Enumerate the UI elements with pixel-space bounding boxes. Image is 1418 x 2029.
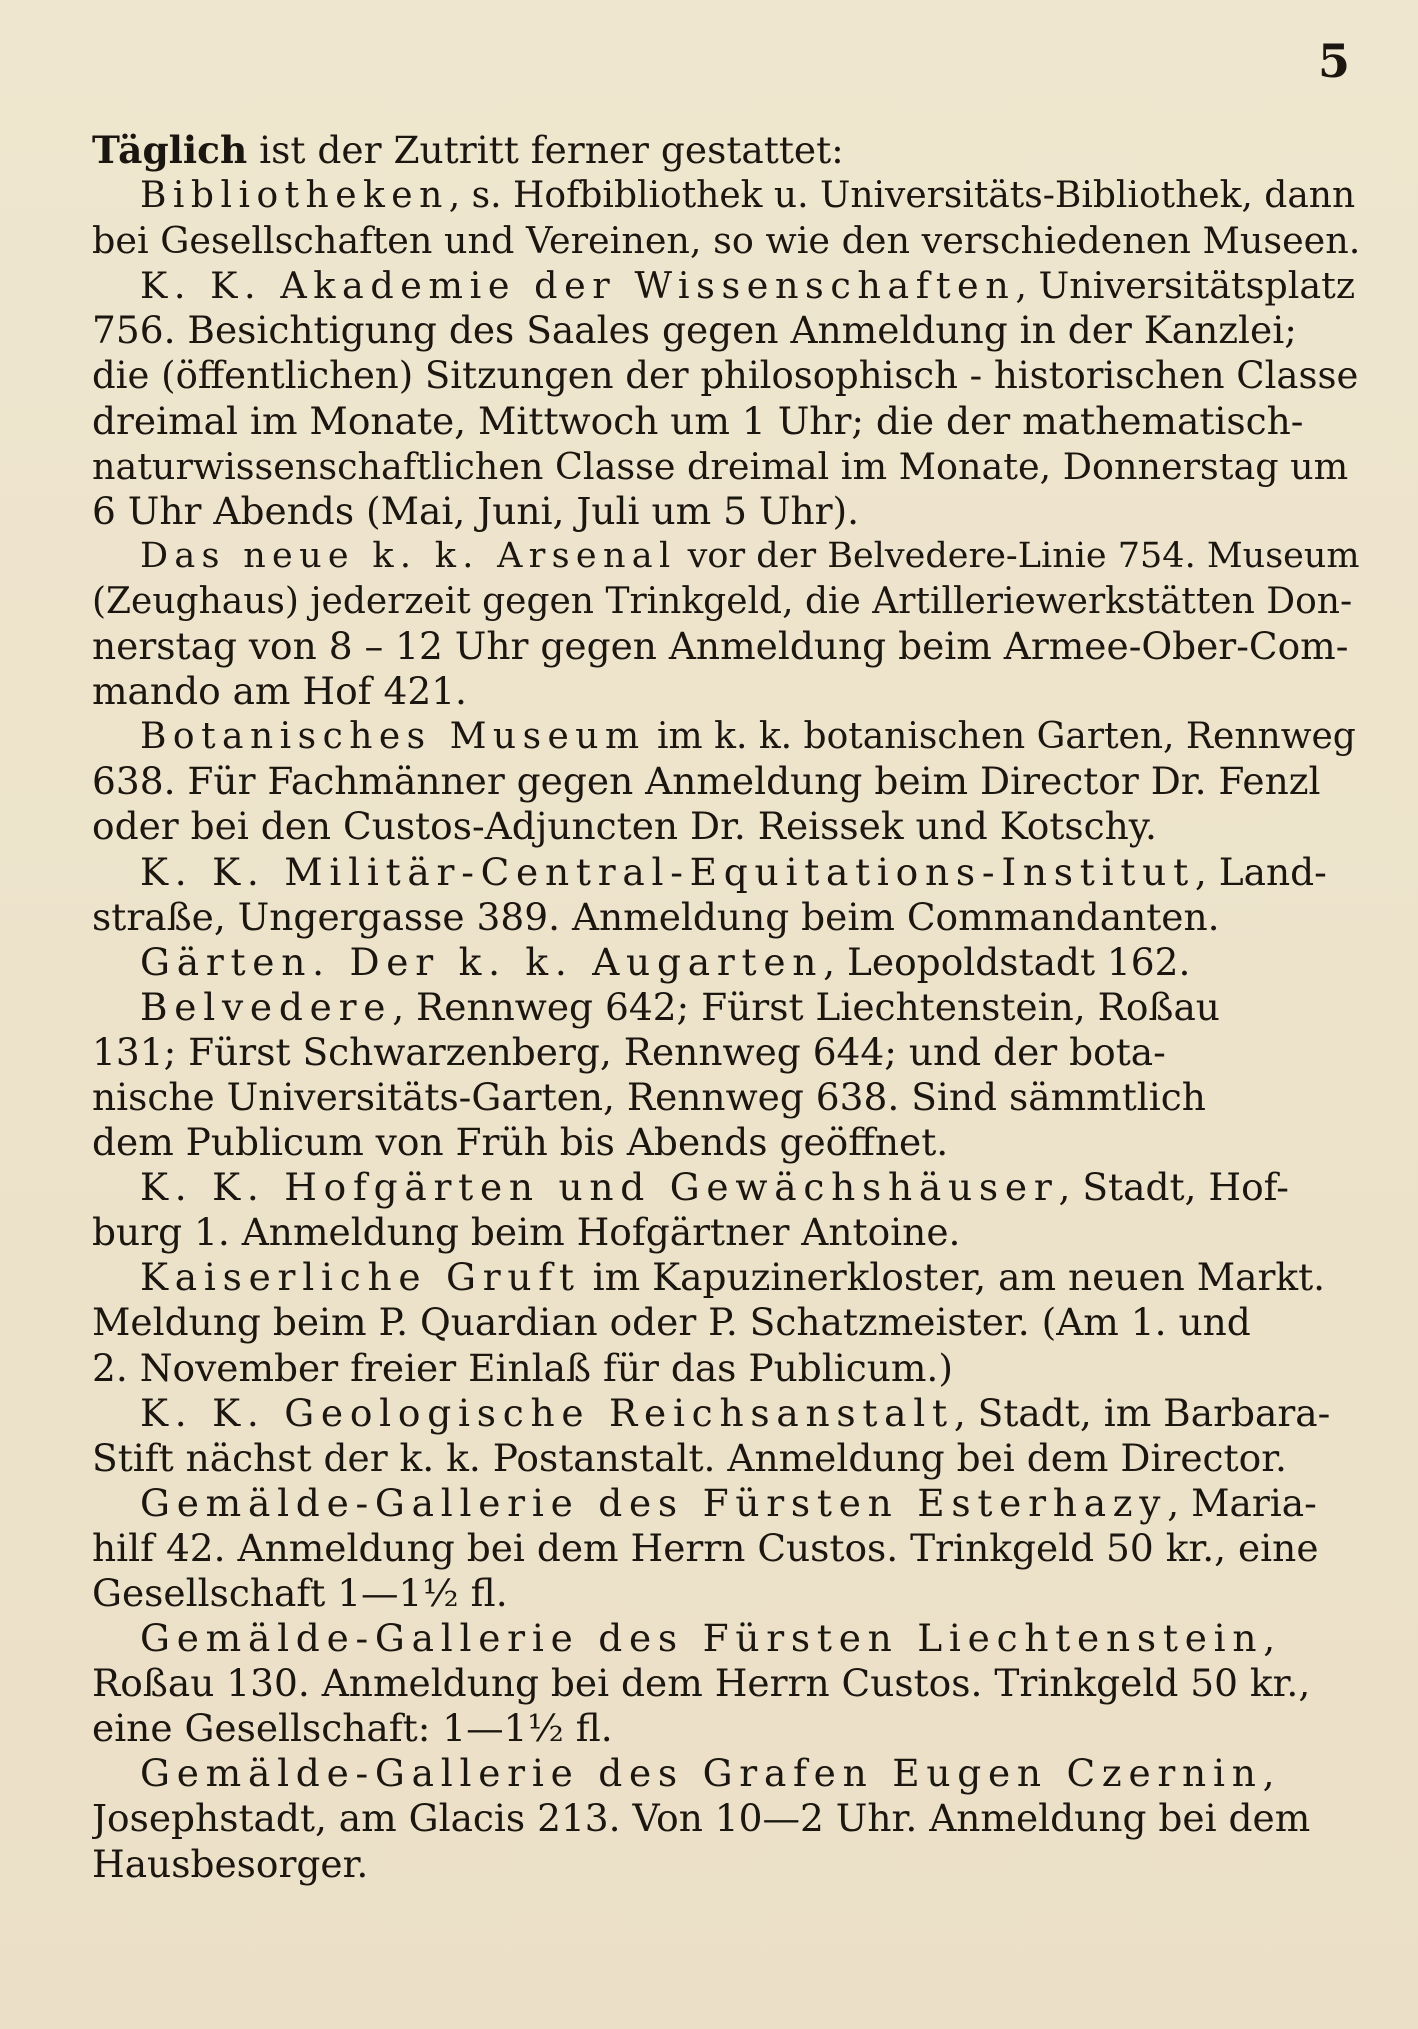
line-text: , Stadt, Hof-	[1058, 1165, 1289, 1210]
line-text: hilf 42. Anmeldung bei dem Herrn Custos. Trinkgeld 50 kr., eine	[92, 1525, 1319, 1570]
text-line	[92, 1075, 1360, 1120]
page-body-text	[92, 128, 1360, 1887]
text-line	[92, 850, 1360, 895]
line-text: bei Gesellschaften und Vereinen, so wie den verschiedenen Museen.	[92, 219, 1360, 263]
line-text: straße, Ungergasse 389. Anmeldung beim Commandanten.	[92, 894, 1220, 939]
line-text: Hausbesorger.	[92, 1841, 369, 1886]
text-line	[92, 1842, 1360, 1887]
text-line	[92, 1661, 1360, 1706]
text-line	[92, 985, 1360, 1030]
text-line	[92, 489, 1360, 534]
spaced-entry-title: Botanisches Museum	[140, 716, 646, 758]
text-line	[92, 1391, 1360, 1436]
text-line	[92, 218, 1360, 263]
spaced-entry-title: K. K. Militär-Central-Equitations-Institut	[140, 849, 1195, 894]
text-line	[92, 128, 1360, 173]
spaced-entry-title: Kaiserliche Gruft	[140, 1255, 581, 1300]
line-text: , s. Hofbibliothek u. Universitäts-Bibliothek, dann	[448, 175, 1356, 217]
line-text: im k. k. botanischen Garten, Rennweg	[645, 716, 1356, 758]
text-line	[92, 1165, 1360, 1210]
line-text: die (öffentlichen) Sitzungen der philosophisch - historischen Classe	[92, 354, 1359, 398]
text-line	[92, 353, 1360, 398]
spaced-entry-title: K. K. Hofgärten und Gewächshäuser	[140, 1165, 1059, 1210]
text-line	[92, 173, 1360, 218]
spaced-entry-title: K. K. Akademie der Wissenschaften	[140, 264, 1016, 308]
line-text: 6 Uhr Abends (Mai, Juni, Juli um 5 Uhr).	[92, 488, 860, 533]
line-text: dem Publicum von Früh bis Abends geöffnet.	[92, 1120, 949, 1165]
text-line	[92, 1346, 1360, 1391]
text-line	[92, 444, 1360, 489]
line-text: eine Gesellschaft: 1—1½ fl.	[92, 1706, 613, 1751]
line-text: oder bei den Custos-Adjuncten Dr. Reissek und Kotschy.	[92, 804, 1157, 849]
line-text: ,	[1263, 1616, 1276, 1661]
text-line	[92, 1751, 1360, 1796]
line-text: Gesellschaft 1—1½ fl.	[92, 1571, 508, 1615]
line-text: , Rennweg 642; Fürst Liechtenstein, Roßau	[392, 984, 1220, 1029]
line-text: 131; Fürst Schwarzenberg, Rennweg 644; und der bota-	[92, 1029, 1166, 1074]
line-text: nische Universitäts-Garten, Rennweg 638. Sind sämmtlich	[92, 1074, 1206, 1119]
line-text: ist der Zutritt ferner gestattet:	[247, 128, 844, 172]
line-text: (Zeughaus) jederzeit gegen Trinkgeld, die Artilleriewerkstätten Don-	[92, 580, 1353, 622]
text-line	[92, 1616, 1360, 1661]
line-text: Stift nächst der k. k. Postanstalt. Anmeldung bei dem Director.	[92, 1435, 1287, 1480]
line-text: mando am Hof 421.	[92, 669, 467, 714]
line-text: naturwissenschaftlichen Classe dreimal im Monate, Donnerstag um	[92, 444, 1349, 488]
text-line	[92, 804, 1360, 849]
text-line	[92, 940, 1360, 985]
text-line	[92, 714, 1360, 759]
text-line	[92, 1255, 1360, 1300]
line-text: 638. Für Fachmänner gegen Anmeldung beim Director Dr. Fenzl	[92, 759, 1321, 804]
text-line	[92, 624, 1360, 669]
text-line	[92, 1706, 1360, 1751]
line-text: , Land-	[1194, 849, 1327, 894]
line-text: burg 1. Anmeldung beim Hofgärtner Antoine.	[92, 1210, 961, 1255]
line-text: , Stadt, im Barbara-	[953, 1390, 1331, 1435]
line-text: Roßau 130. Anmeldung bei dem Herrn Custos. Trinkgeld 50 kr.,	[92, 1661, 1311, 1706]
line-text: Josephstadt, am Glacis 213. Von 10—2 Uhr. Anmeldung bei dem	[92, 1796, 1311, 1841]
text-line	[92, 1571, 1360, 1616]
line-text: nerstag von 8 – 12 Uhr gegen Anmeldung beim Armee-Ober-Com-	[92, 624, 1349, 669]
line-text: , Leopoldstadt 162.	[823, 939, 1191, 984]
spaced-entry-title: Gemälde-Gallerie des Fürsten Liechtenstein	[140, 1616, 1264, 1661]
line-text: vor der Belvedere-Linie 754. Museum	[676, 535, 1360, 576]
text-line	[92, 263, 1360, 308]
text-line	[92, 669, 1360, 714]
text-line	[92, 534, 1360, 579]
text-line	[92, 895, 1360, 940]
text-line	[92, 579, 1360, 624]
line-text: 2. November freier Einlaß für das Publicum.)	[92, 1345, 953, 1390]
text-line	[92, 399, 1360, 444]
text-line	[92, 1120, 1360, 1165]
text-line	[92, 1436, 1360, 1481]
line-text: im Kapuzinerkloster, am neuen Markt.	[580, 1255, 1326, 1300]
spaced-entry-title: Gemälde-Gallerie des Fürsten Esterhazy	[140, 1480, 1168, 1525]
text-line	[92, 1210, 1360, 1255]
heading-word: Täglich	[92, 128, 248, 172]
spaced-entry-title: Bibliotheken	[140, 175, 449, 217]
text-line	[92, 1030, 1360, 1075]
text-line	[92, 1481, 1360, 1526]
spaced-entry-title: K. K. Geologische Reichsanstalt	[140, 1390, 954, 1435]
line-text: 756. Besichtigung des Saales gegen Anmeldung in der Kanzlei;	[92, 308, 1297, 353]
text-line	[92, 1300, 1360, 1345]
text-line	[92, 759, 1360, 804]
text-line	[92, 308, 1360, 353]
line-text: dreimal im Monate, Mittwoch um 1 Uhr; die der mathematisch-	[92, 398, 1304, 443]
page-number: 5	[1317, 34, 1350, 88]
line-text: , Maria-	[1167, 1480, 1317, 1525]
spaced-entry-title: Gärten. Der k. k. Augarten	[140, 939, 824, 984]
text-line	[92, 1526, 1360, 1571]
line-text: Meldung beim P. Quardian oder P. Schatzmeister. (Am 1. und	[92, 1300, 1251, 1345]
spaced-entry-title: Das neue k. k. Arsenal	[140, 535, 677, 576]
line-text: , Universitätsplatz	[1015, 264, 1356, 308]
spaced-entry-title: Belvedere	[140, 984, 393, 1029]
spaced-entry-title: Gemälde-Gallerie des Grafen Eugen Czernin	[140, 1751, 1263, 1796]
line-text: ,	[1262, 1751, 1275, 1796]
text-line	[92, 1796, 1360, 1841]
